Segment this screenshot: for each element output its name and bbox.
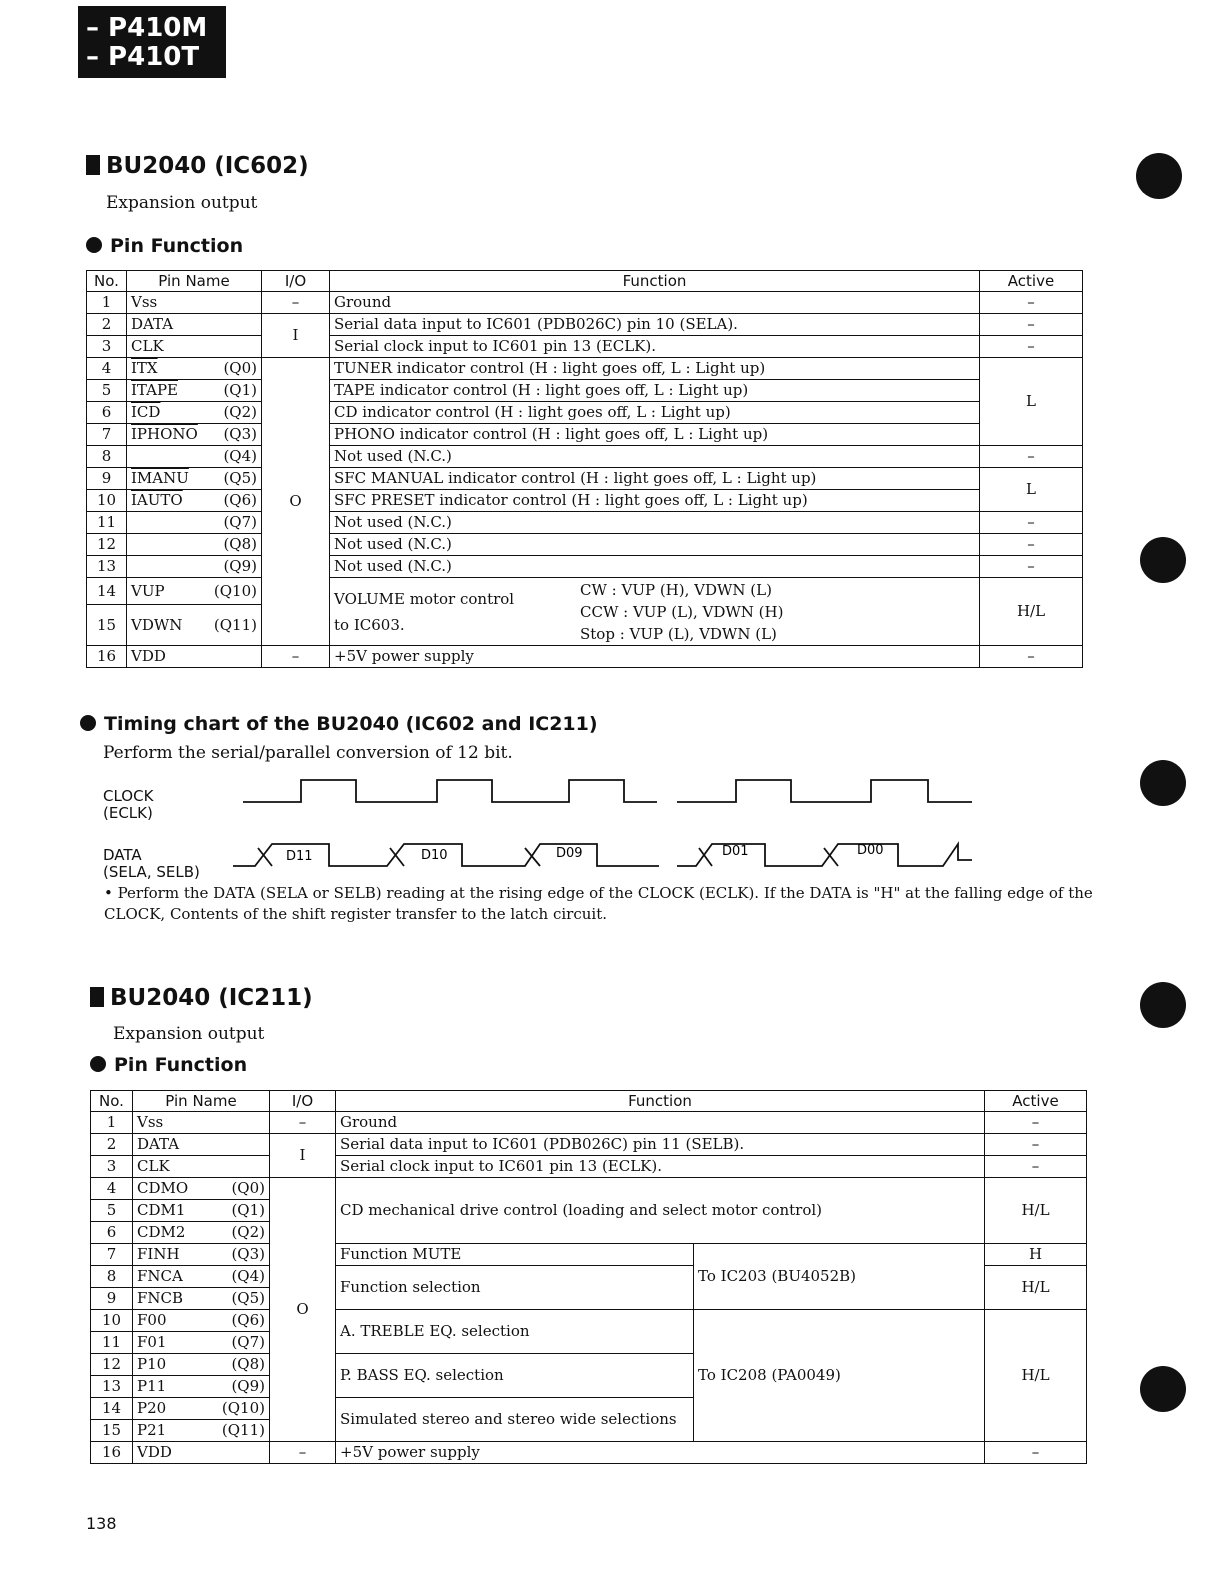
- table-header: [91, 1091, 1087, 1112]
- pin-no: 6: [87, 402, 127, 424]
- pin-function-target: To IC208 (PA0049): [694, 1310, 985, 1442]
- pin-function: Not used (N.C.): [330, 556, 980, 578]
- model-line-1: – P410M: [86, 13, 208, 43]
- table-row: [91, 1442, 1087, 1464]
- pin-name: F01 (Q7): [133, 1332, 270, 1354]
- pin-name: ITAPE (Q1): [127, 380, 262, 402]
- section1-title: BU2040 (IC602): [86, 153, 309, 179]
- data-label: DATA (SELA, SELB): [103, 846, 200, 881]
- pin-no: 5: [91, 1200, 133, 1222]
- pin-name: CDM1 (Q1): [133, 1200, 270, 1222]
- page-number: 138: [86, 1514, 117, 1533]
- pin-function: Function MUTE: [336, 1244, 694, 1266]
- pin-no: 4: [87, 358, 127, 380]
- pin-active: –: [985, 1442, 1087, 1464]
- pin-io: –: [270, 1112, 336, 1134]
- pin-active: H/L: [985, 1266, 1087, 1310]
- pin-function: Serial data input to IC601 (PDB026C) pin 10 (SELA).: [330, 314, 980, 336]
- pin-no: 15: [87, 605, 127, 646]
- table-row: [91, 1244, 1087, 1266]
- bit-label-d01: D01: [722, 844, 749, 859]
- section2-pin-heading: Pin Function: [90, 1054, 247, 1076]
- pin-no: 7: [91, 1244, 133, 1266]
- table-row: [91, 1178, 1087, 1200]
- pin-name: $\overline{ICD}$ (Q2): [127, 402, 262, 424]
- pin-active: –: [980, 646, 1083, 668]
- section2-title: BU2040 (IC211): [90, 985, 313, 1011]
- pin-function: +5V power supply: [330, 646, 980, 668]
- pin-no: 13: [87, 556, 127, 578]
- header-io: I/O: [270, 1091, 336, 1112]
- pin-function: A. TREBLE EQ. selection: [336, 1310, 694, 1354]
- pin-active: H/L: [980, 578, 1083, 646]
- pin-no: 11: [87, 512, 127, 534]
- bit-label-d10: D10: [421, 848, 448, 863]
- pin-name: IMANU (Q5): [127, 468, 262, 490]
- header-pin-name: Pin Name: [127, 271, 262, 292]
- bit-label-d11: D11: [286, 849, 313, 864]
- section1-subtitle: Expansion output: [106, 193, 258, 213]
- pin-active: –: [985, 1112, 1087, 1134]
- pin-no: 9: [91, 1288, 133, 1310]
- pin-name: DATA: [133, 1134, 270, 1156]
- header-function: Function: [330, 271, 980, 292]
- pin-name: IPHONO (Q3): [127, 424, 262, 446]
- pin-function: P. BASS EQ. selection: [336, 1354, 694, 1398]
- pin-no: 9: [87, 468, 127, 490]
- header-no: No.: [87, 271, 127, 292]
- pin-name: P21 (Q11): [133, 1420, 270, 1442]
- pin-io: –: [262, 292, 330, 314]
- pin-function-target: To IC203 (BU4052B): [694, 1244, 985, 1310]
- pin-function: Not used (N.C.): [330, 512, 980, 534]
- pin-active: –: [980, 336, 1083, 358]
- pin-no: 3: [87, 336, 127, 358]
- pin-active: –: [980, 446, 1083, 468]
- pin-no: 5: [87, 380, 127, 402]
- volume-function: VOLUME motor control to IC603. CW : VUP (H), VDWN (L) CCW : VUP (L), VDWN (H) Stop : VUP (L), VDWN (L): [330, 578, 980, 646]
- pin-no: 8: [87, 446, 127, 468]
- pin-active: –: [985, 1156, 1087, 1178]
- pin-function: Not used (N.C.): [330, 534, 980, 556]
- pin-no: 12: [87, 534, 127, 556]
- header-no: No.: [91, 1091, 133, 1112]
- pin-name: FNCB (Q5): [133, 1288, 270, 1310]
- pin-no: 10: [91, 1310, 133, 1332]
- binder-hole: [1140, 982, 1186, 1028]
- clock-waveform: [677, 780, 972, 802]
- pin-no: 1: [91, 1112, 133, 1134]
- pin-function: SFC MANUAL indicator control (H : light goes off, L : Light up): [330, 468, 980, 490]
- pin-function: +5V power supply: [336, 1442, 985, 1464]
- pin-no: 11: [91, 1332, 133, 1354]
- table-row: [91, 1134, 1087, 1156]
- pin-no: 16: [87, 646, 127, 668]
- pin-no: 10: [87, 490, 127, 512]
- pin-name: Vss: [133, 1112, 270, 1134]
- pin-no: 2: [91, 1134, 133, 1156]
- pin-io: I: [270, 1134, 336, 1178]
- bit-label-d09: D09: [556, 846, 583, 861]
- pin-active: H/L: [985, 1310, 1087, 1442]
- pin-io: O: [270, 1178, 336, 1442]
- header-function: Function: [336, 1091, 985, 1112]
- pin-active: –: [980, 292, 1083, 314]
- data-transition: [390, 848, 404, 866]
- header-io: I/O: [262, 271, 330, 292]
- pin-active: L: [980, 468, 1083, 512]
- pin-active: –: [980, 314, 1083, 336]
- pin-name: CLK: [127, 336, 262, 358]
- pin-name: CDM2 (Q2): [133, 1222, 270, 1244]
- pin-name: CLK: [133, 1156, 270, 1178]
- clock-label: CLOCK (ECLK): [103, 787, 154, 822]
- pin-name: VDD: [127, 646, 262, 668]
- header-pin-name: Pin Name: [133, 1091, 270, 1112]
- pin-name: FNCA (Q4): [133, 1266, 270, 1288]
- pin-io: –: [262, 646, 330, 668]
- pin-no: 16: [91, 1442, 133, 1464]
- pin-no: 3: [91, 1156, 133, 1178]
- table-row: [91, 1310, 1087, 1332]
- pin-function: TUNER indicator control (H : light goes off, L : Light up): [330, 358, 980, 380]
- header-active: Active: [985, 1091, 1087, 1112]
- pin-function: Serial clock input to IC601 pin 13 (ECLK).: [336, 1156, 985, 1178]
- pin-no: 1: [87, 292, 127, 314]
- timing-note: • Perform the DATA (SELA or SELB) reading at the rising edge of the CLOCK (ECLK). If the DATA is "H" at the falling edge of the CLOCK, Contents of the shift register transfer to the latch circuit.: [104, 884, 1093, 923]
- pin-no: 14: [87, 578, 127, 605]
- table-row: [91, 1112, 1087, 1134]
- pin-function: Not used (N.C.): [330, 446, 980, 468]
- pin-active: H/L: [985, 1178, 1087, 1244]
- pin-name: DATA: [127, 314, 262, 336]
- section2-subtitle: Expansion output: [113, 1024, 265, 1044]
- data-transition: [258, 848, 272, 866]
- pin-no: 14: [91, 1398, 133, 1420]
- pin-no: 12: [91, 1354, 133, 1376]
- clock-waveform: [243, 780, 657, 802]
- pin-no: 4: [91, 1178, 133, 1200]
- pin-name: P11 (Q9): [133, 1376, 270, 1398]
- pin-no: 6: [91, 1222, 133, 1244]
- timing-subtitle: Perform the serial/parallel conversion of 12 bit.: [103, 743, 513, 763]
- table-row: [91, 1156, 1087, 1178]
- section1-pin-heading: Pin Function: [86, 235, 243, 257]
- bit-label-d00: D00: [857, 843, 884, 858]
- pin-name: P20 (Q10): [133, 1398, 270, 1420]
- pin-function: TAPE indicator control (H : light goes off, L : Light up): [330, 380, 980, 402]
- pin-name: VDWN (Q11): [127, 605, 262, 646]
- pin-no: 8: [91, 1266, 133, 1288]
- pin-function: Serial data input to IC601 (PDB026C) pin 11 (SELB).: [336, 1134, 985, 1156]
- pin-name: P10 (Q8): [133, 1354, 270, 1376]
- pin-name: VUP (Q10): [127, 578, 262, 605]
- pin-function: Simulated stereo and stereo wide selections: [336, 1398, 694, 1442]
- data-transition: [824, 848, 838, 866]
- model-line-2: – P410T: [86, 42, 200, 72]
- data-transition: [699, 848, 712, 866]
- pin-function: Ground: [336, 1112, 985, 1134]
- section2-pin-table: [90, 1090, 1087, 1464]
- pin-function: Ground: [330, 292, 980, 314]
- pin-active: H: [985, 1244, 1087, 1266]
- pin-active: –: [980, 512, 1083, 534]
- pin-function: SFC PRESET indicator control (H : light goes off, L : Light up): [330, 490, 980, 512]
- pin-function: CD indicator control (H : light goes off, L : Light up): [330, 402, 980, 424]
- pin-active: –: [985, 1134, 1087, 1156]
- pin-function: Serial clock input to IC601 pin 13 (ECLK).: [330, 336, 980, 358]
- pin-name: (Q7): [127, 512, 262, 534]
- binder-hole: [1140, 1366, 1186, 1412]
- pin-function: Function selection: [336, 1266, 694, 1310]
- pin-name: F00 (Q6): [133, 1310, 270, 1332]
- pin-active: L: [980, 358, 1083, 446]
- pin-no: 13: [91, 1376, 133, 1398]
- pin-io: O: [262, 358, 330, 646]
- pin-name: FINH (Q3): [133, 1244, 270, 1266]
- pin-no: 7: [87, 424, 127, 446]
- pin-name: (Q8): [127, 534, 262, 556]
- pin-name: VDD: [133, 1442, 270, 1464]
- pin-active: –: [980, 534, 1083, 556]
- pin-function: PHONO indicator control (H : light goes off, L : Light up): [330, 424, 980, 446]
- pin-name: CDMO (Q0): [133, 1178, 270, 1200]
- pin-io: I: [262, 314, 330, 358]
- timing-heading: Timing chart of the BU2040 (IC602 and IC211): [80, 713, 598, 735]
- pin-name: (Q9): [127, 556, 262, 578]
- header-active: Active: [980, 271, 1083, 292]
- pin-function: CD mechanical drive control (loading and select motor control): [336, 1178, 985, 1244]
- pin-name: Vss: [127, 292, 262, 314]
- pin-no: 15: [91, 1420, 133, 1442]
- pin-name: IAUTO (Q6): [127, 490, 262, 512]
- pin-name: (Q4): [127, 446, 262, 468]
- pin-active: –: [980, 556, 1083, 578]
- pin-no: 2: [87, 314, 127, 336]
- pin-io: –: [270, 1442, 336, 1464]
- pin-name: $\overline{ITX}$ (Q0): [127, 358, 262, 380]
